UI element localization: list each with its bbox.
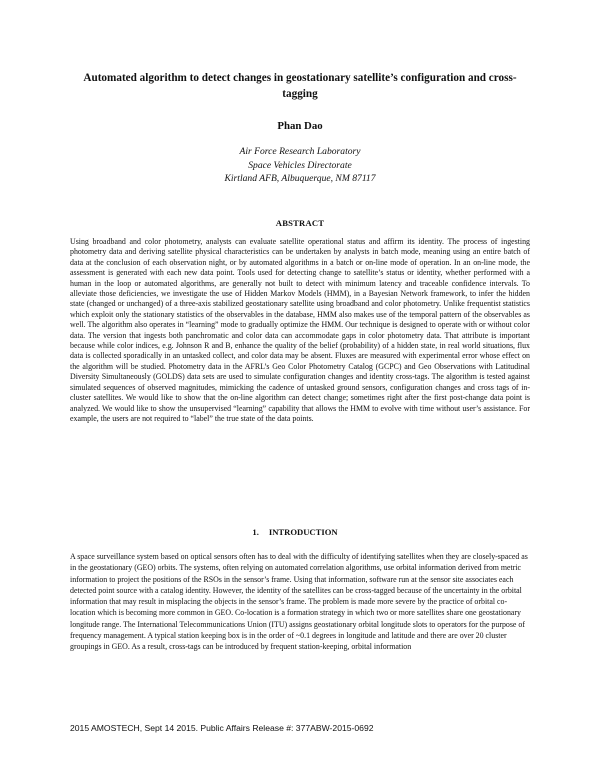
introduction-text: A space surveillance system based on optical sensors often has to deal with the difficulty of identifying satellites when they are closely-spaced as in the geostationary (GEO) orbits. The systems, often relying on automated correlation algorithms, use orbital information derived from metric information to project the positions of the RSOs in the sensor’s frame. Using that information, software run at the sensor site associates each detected point source with a catalog identity. However, the identity of the satellites can be cross-tagged because of the uncertainty in the orbital information that may result in misplacing the objects in the sensor’s frame. The problem is made more severe by the practice of orbital co-location which is becoming more common in GEO. Co-location is a formation strategy in which two or more satellites share one geostationary longitude range. The International Telecommunications Union (ITU) assigns geostationary orbital longitude slots to operators for the purpose of frequency management. A typical station keeping box is in the order of ~0.1 degrees in longitude and latitude and there are over 20 cluster groupings in GEO. As a result, cross-tags can be introduced by frequent station-keeping, orbital information — [70, 552, 528, 652]
affiliation-line: Kirtland AFB, Albuquerque, NM 87117 — [224, 173, 376, 184]
section-number: 1. — [252, 527, 259, 537]
abstract-heading: ABSTRACT — [275, 218, 325, 228]
page-footer: 2015 AMOSTECH, Sept 14 2015. Public Affairs Release #: 377ABW-2015-0692 — [70, 723, 374, 733]
abstract-text: Using broadband and color photometry, analysts can evaluate satellite operational status and affirm its identity. The process of ingesting photometry data and deriving satellite physical characteristics can be undertaken by analysts in batch mode, meaning using an entire batch of data at the conclusion of each observation night, or by automated algorithms in a batch or on-line mode of operation. In an on-line mode, the assessment is generated with each new data point. Tools used for detecting change to satellite’s status or identity, whether performed with a human in the loop or automated algorithms, are generally not built to detect with minimum latency and traceable confidence intervals. To alleviate those deficiencies, we investigate the use of Hidden Markov Models (HMM), in a Bayesian Network framework, to infer the hidden state (changed or unchanged) of a three-axis stabilized geostationary satellite using broadband and color photometry. Unlike frequentist statistics which exploit only the stationary statistics of the observables in the database, HMM also makes use of the temporal pattern of the observables as well. The algorithm also operates in “learning” mode to gradually optimize the HMM. Our technique is designed to operate with or without color data. The version that ingests both panchromatic and color data can accommodate gaps in color photometry data. That attribute is important because while color indices, e.g. Johnson R and B, enhance the quality of the belief (probability) of a hidden state, in real world situations, flux data is collected sporadically in an untasked collect, and color data may be absent. Fluxes are measured with experimental error whose effect on the algorithm will be studied. Photometry data in the AFRL’s Geo Color Photometry Catalog (GCPC) and Geo Observations with Latitudinal Diversity Simultaneously (GOLDS) data sets are used to simulate configuration changes and identity cross-tags. The algorithm is tested against simulated sequences of observed magnitudes, mimicking the cadence of untasked ground sensors, configuration changes and cross tags of in-cluster satellites. We would like to show that the on-line algorithm can detect change; sometimes right after the first post-change data point is analyzed. We would like to show the unsupervised “learning” capability that allows the HMM to evolve with time without user’s assistance. For example, the users are not required to “label” the true state of the data points. — [70, 237, 530, 423]
affiliation-line: Space Vehicles Directorate — [248, 159, 352, 171]
affiliation-line: Air Force Research Laboratory — [239, 146, 361, 157]
section-title: INTRODUCTION — [268, 527, 338, 537]
paper-title: Automated algorithm to detect changes in geostationary satellite’s configuration and cross-tagging — [83, 72, 517, 100]
author-name: Phan Dao — [277, 120, 323, 132]
affiliation-block — [0, 145, 600, 186]
section-heading — [0, 527, 600, 537]
